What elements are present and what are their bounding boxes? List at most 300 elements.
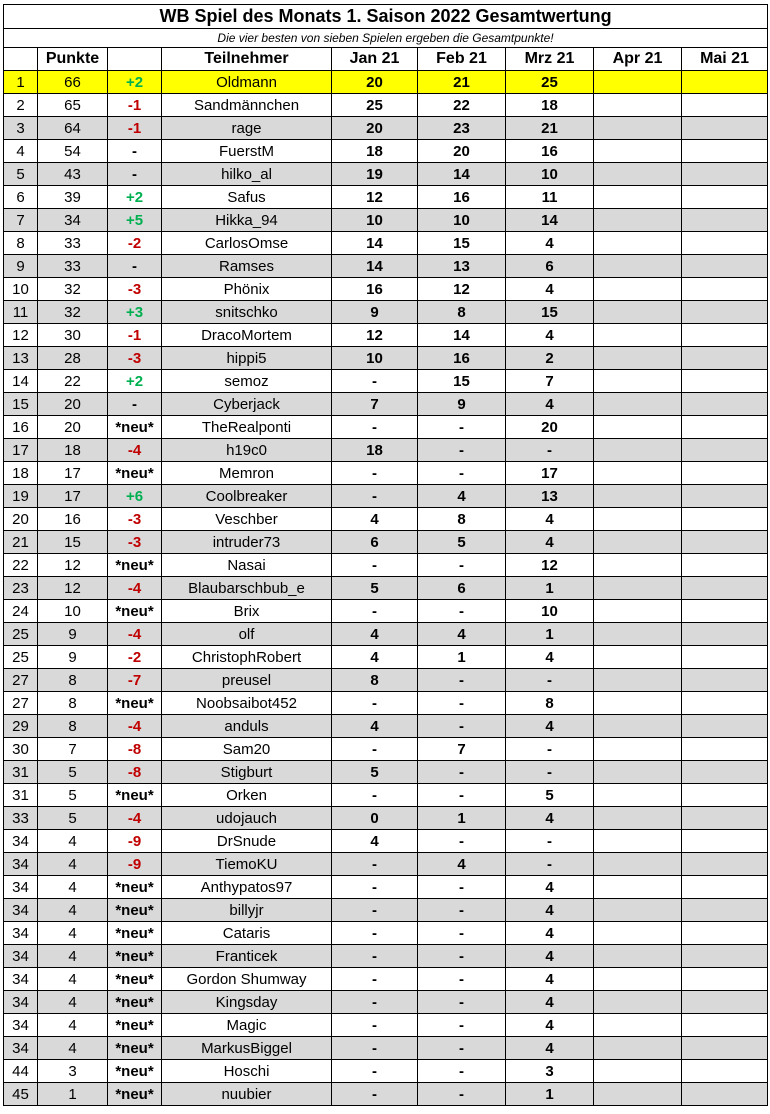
cell-rank: 34: [4, 899, 38, 922]
cell-rank: 11: [4, 301, 38, 324]
cell-feb: -: [418, 462, 506, 485]
cell-feb: -: [418, 554, 506, 577]
cell-name: FuerstM: [162, 140, 332, 163]
cell-change: *neu*: [108, 899, 162, 922]
cell-rank: 4: [4, 140, 38, 163]
cell-mai: [682, 370, 768, 393]
cell-rank: 6: [4, 186, 38, 209]
cell-jan: 16: [332, 278, 418, 301]
cell-mai: [682, 94, 768, 117]
cell-apr: [594, 71, 682, 94]
table-row: [4, 600, 768, 623]
cell-jan: -: [332, 738, 418, 761]
cell-mrz: 4: [506, 715, 594, 738]
cell-jan: -: [332, 600, 418, 623]
cell-mai: [682, 646, 768, 669]
cell-change: *neu*: [108, 1083, 162, 1106]
header-jan: Jan 21: [332, 48, 418, 71]
cell-name: Hikka_94: [162, 209, 332, 232]
cell-mrz: -: [506, 853, 594, 876]
cell-points: 1: [38, 1083, 108, 1106]
cell-jan: 5: [332, 761, 418, 784]
table-row: [4, 255, 768, 278]
cell-points: 32: [38, 301, 108, 324]
cell-change: *neu*: [108, 945, 162, 968]
cell-jan: 10: [332, 209, 418, 232]
cell-rank: 34: [4, 853, 38, 876]
cell-mrz: 4: [506, 968, 594, 991]
cell-change: *neu*: [108, 922, 162, 945]
table-row: [4, 807, 768, 830]
cell-mai: [682, 140, 768, 163]
cell-mai: [682, 439, 768, 462]
cell-jan: -: [332, 968, 418, 991]
cell-mai: [682, 1014, 768, 1037]
cell-jan: 20: [332, 71, 418, 94]
cell-mrz: 8: [506, 692, 594, 715]
cell-jan: -: [332, 1037, 418, 1060]
cell-feb: -: [418, 968, 506, 991]
cell-change: -3: [108, 278, 162, 301]
cell-change: *neu*: [108, 600, 162, 623]
cell-points: 16: [38, 508, 108, 531]
cell-feb: 9: [418, 393, 506, 416]
cell-name: Sam20: [162, 738, 332, 761]
cell-mrz: -: [506, 738, 594, 761]
cell-change: *neu*: [108, 1060, 162, 1083]
cell-points: 39: [38, 186, 108, 209]
cell-jan: 14: [332, 255, 418, 278]
header-apr: Apr 21: [594, 48, 682, 71]
cell-change: +3: [108, 301, 162, 324]
subtitle-row: [4, 29, 768, 48]
cell-mai: [682, 600, 768, 623]
cell-change: -3: [108, 531, 162, 554]
cell-rank: 34: [4, 991, 38, 1014]
cell-rank: 31: [4, 784, 38, 807]
table-row: [4, 554, 768, 577]
cell-rank: 9: [4, 255, 38, 278]
cell-jan: -: [332, 899, 418, 922]
table-row: [4, 117, 768, 140]
cell-apr: [594, 669, 682, 692]
cell-points: 5: [38, 784, 108, 807]
cell-name: Cataris: [162, 922, 332, 945]
cell-change: +2: [108, 370, 162, 393]
cell-feb: 21: [418, 71, 506, 94]
cell-apr: [594, 209, 682, 232]
cell-points: 28: [38, 347, 108, 370]
table-row: [4, 830, 768, 853]
cell-apr: [594, 692, 682, 715]
cell-jan: 20: [332, 117, 418, 140]
cell-mai: [682, 508, 768, 531]
cell-apr: [594, 94, 682, 117]
cell-name: Coolbreaker: [162, 485, 332, 508]
cell-mai: [682, 853, 768, 876]
cell-change: -4: [108, 439, 162, 462]
cell-points: 4: [38, 945, 108, 968]
cell-mrz: 13: [506, 485, 594, 508]
cell-mai: [682, 347, 768, 370]
cell-points: 9: [38, 623, 108, 646]
cell-mai: [682, 1060, 768, 1083]
cell-mai: [682, 669, 768, 692]
table-row: [4, 163, 768, 186]
table-row: [4, 186, 768, 209]
cell-apr: [594, 531, 682, 554]
table-row: [4, 140, 768, 163]
cell-mrz: -: [506, 439, 594, 462]
cell-mrz: 6: [506, 255, 594, 278]
cell-jan: 18: [332, 439, 418, 462]
table-row: [4, 209, 768, 232]
cell-name: Brix: [162, 600, 332, 623]
cell-jan: -: [332, 945, 418, 968]
cell-mai: [682, 117, 768, 140]
cell-rank: 10: [4, 278, 38, 301]
cell-change: *neu*: [108, 991, 162, 1014]
cell-apr: [594, 968, 682, 991]
cell-change: +6: [108, 485, 162, 508]
cell-mai: [682, 462, 768, 485]
cell-name: Safus: [162, 186, 332, 209]
cell-rank: 14: [4, 370, 38, 393]
cell-rank: 34: [4, 922, 38, 945]
cell-mrz: 4: [506, 508, 594, 531]
cell-change: -1: [108, 94, 162, 117]
cell-rank: 34: [4, 876, 38, 899]
cell-mai: [682, 761, 768, 784]
cell-mrz: 2: [506, 347, 594, 370]
cell-jan: 4: [332, 646, 418, 669]
cell-points: 4: [38, 853, 108, 876]
cell-apr: [594, 761, 682, 784]
cell-change: *neu*: [108, 1014, 162, 1037]
cell-apr: [594, 485, 682, 508]
cell-feb: -: [418, 1060, 506, 1083]
cell-apr: [594, 945, 682, 968]
cell-feb: -: [418, 761, 506, 784]
cell-jan: -: [332, 692, 418, 715]
cell-mai: [682, 968, 768, 991]
cell-name: Ramses: [162, 255, 332, 278]
cell-apr: [594, 577, 682, 600]
cell-change: -3: [108, 347, 162, 370]
cell-name: CarlosOmse: [162, 232, 332, 255]
cell-mrz: 1: [506, 623, 594, 646]
cell-points: 4: [38, 876, 108, 899]
cell-mai: [682, 692, 768, 715]
cell-change: -4: [108, 623, 162, 646]
cell-feb: 22: [418, 94, 506, 117]
cell-mai: [682, 807, 768, 830]
table-row: [4, 784, 768, 807]
cell-change: *neu*: [108, 462, 162, 485]
cell-change: -1: [108, 117, 162, 140]
cell-change: -: [108, 393, 162, 416]
table-row: [4, 347, 768, 370]
cell-name: h19c0: [162, 439, 332, 462]
cell-name: Memron: [162, 462, 332, 485]
table-row: [4, 899, 768, 922]
cell-rank: 34: [4, 1014, 38, 1037]
header-mrz: Mrz 21: [506, 48, 594, 71]
cell-mrz: 17: [506, 462, 594, 485]
cell-name: ChristophRobert: [162, 646, 332, 669]
cell-points: 4: [38, 968, 108, 991]
table-row: [4, 991, 768, 1014]
cell-name: DrSnude: [162, 830, 332, 853]
cell-name: Nasai: [162, 554, 332, 577]
table-row: [4, 646, 768, 669]
cell-feb: -: [418, 600, 506, 623]
cell-name: Sandmännchen: [162, 94, 332, 117]
cell-change: -7: [108, 669, 162, 692]
cell-mrz: 7: [506, 370, 594, 393]
cell-feb: 16: [418, 347, 506, 370]
cell-points: 18: [38, 439, 108, 462]
cell-jan: -: [332, 554, 418, 577]
cell-name: MarkusBiggel: [162, 1037, 332, 1060]
cell-name: billyjr: [162, 899, 332, 922]
cell-points: 54: [38, 140, 108, 163]
cell-apr: [594, 462, 682, 485]
cell-feb: -: [418, 1014, 506, 1037]
cell-mrz: 18: [506, 94, 594, 117]
cell-points: 12: [38, 577, 108, 600]
cell-rank: 1: [4, 71, 38, 94]
cell-apr: [594, 347, 682, 370]
table-row: [4, 669, 768, 692]
cell-name: udojauch: [162, 807, 332, 830]
cell-points: 3: [38, 1060, 108, 1083]
cell-name: rage: [162, 117, 332, 140]
cell-points: 43: [38, 163, 108, 186]
cell-jan: 8: [332, 669, 418, 692]
cell-change: *neu*: [108, 692, 162, 715]
cell-name: Noobsaibot452: [162, 692, 332, 715]
cell-mai: [682, 531, 768, 554]
cell-points: 5: [38, 761, 108, 784]
cell-rank: 7: [4, 209, 38, 232]
cell-apr: [594, 255, 682, 278]
table-row: [4, 715, 768, 738]
cell-rank: 3: [4, 117, 38, 140]
cell-jan: -: [332, 922, 418, 945]
cell-name: olf: [162, 623, 332, 646]
cell-name: TheRealponti: [162, 416, 332, 439]
cell-rank: 2: [4, 94, 38, 117]
cell-rank: 21: [4, 531, 38, 554]
cell-jan: 25: [332, 94, 418, 117]
cell-feb: -: [418, 439, 506, 462]
table-row: [4, 485, 768, 508]
cell-points: 17: [38, 485, 108, 508]
cell-rank: 30: [4, 738, 38, 761]
cell-mai: [682, 577, 768, 600]
cell-rank: 20: [4, 508, 38, 531]
cell-apr: [594, 876, 682, 899]
table-title: WB Spiel des Monats 1. Saison 2022 Gesamtwertung: [4, 5, 768, 29]
cell-rank: 33: [4, 807, 38, 830]
cell-name: semoz: [162, 370, 332, 393]
header-change: [108, 48, 162, 71]
cell-mai: [682, 715, 768, 738]
cell-mrz: 15: [506, 301, 594, 324]
cell-rank: 29: [4, 715, 38, 738]
cell-jan: -: [332, 784, 418, 807]
cell-jan: 10: [332, 347, 418, 370]
cell-apr: [594, 1014, 682, 1037]
cell-apr: [594, 1083, 682, 1106]
cell-mai: [682, 209, 768, 232]
cell-feb: 20: [418, 140, 506, 163]
table-row: [4, 1060, 768, 1083]
cell-jan: 12: [332, 324, 418, 347]
cell-feb: -: [418, 991, 506, 1014]
cell-jan: 12: [332, 186, 418, 209]
header-participant: Teilnehmer: [162, 48, 332, 71]
cell-mai: [682, 554, 768, 577]
cell-mrz: 4: [506, 278, 594, 301]
cell-mrz: 14: [506, 209, 594, 232]
cell-mrz: 5: [506, 784, 594, 807]
cell-rank: 5: [4, 163, 38, 186]
cell-change: *neu*: [108, 416, 162, 439]
cell-change: *neu*: [108, 1037, 162, 1060]
cell-feb: -: [418, 945, 506, 968]
cell-points: 32: [38, 278, 108, 301]
cell-rank: 44: [4, 1060, 38, 1083]
cell-jan: -: [332, 1060, 418, 1083]
cell-points: 4: [38, 922, 108, 945]
cell-apr: [594, 393, 682, 416]
cell-apr: [594, 278, 682, 301]
cell-points: 5: [38, 807, 108, 830]
cell-mai: [682, 232, 768, 255]
table-row: [4, 876, 768, 899]
cell-apr: [594, 853, 682, 876]
cell-change: -: [108, 163, 162, 186]
cell-points: 4: [38, 899, 108, 922]
cell-points: 34: [38, 209, 108, 232]
cell-name: intruder73: [162, 531, 332, 554]
table-row: [4, 393, 768, 416]
cell-apr: [594, 301, 682, 324]
cell-name: Phönix: [162, 278, 332, 301]
cell-mrz: 11: [506, 186, 594, 209]
cell-mrz: 4: [506, 393, 594, 416]
cell-apr: [594, 554, 682, 577]
cell-name: Oldmann: [162, 71, 332, 94]
cell-change: -: [108, 255, 162, 278]
cell-rank: 27: [4, 669, 38, 692]
cell-feb: -: [418, 830, 506, 853]
cell-points: 8: [38, 669, 108, 692]
cell-change: -: [108, 140, 162, 163]
cell-mrz: -: [506, 669, 594, 692]
cell-rank: 16: [4, 416, 38, 439]
cell-points: 12: [38, 554, 108, 577]
cell-change: *neu*: [108, 784, 162, 807]
cell-name: Magic: [162, 1014, 332, 1037]
cell-jan: 0: [332, 807, 418, 830]
cell-mrz: 4: [506, 876, 594, 899]
cell-jan: -: [332, 876, 418, 899]
cell-mai: [682, 71, 768, 94]
cell-mrz: 10: [506, 163, 594, 186]
cell-mai: [682, 255, 768, 278]
cell-feb: 6: [418, 577, 506, 600]
cell-name: Veschber: [162, 508, 332, 531]
cell-feb: 13: [418, 255, 506, 278]
table-row: [4, 439, 768, 462]
cell-change: -4: [108, 715, 162, 738]
table-row: [4, 577, 768, 600]
cell-change: -9: [108, 830, 162, 853]
cell-mai: [682, 485, 768, 508]
cell-points: 20: [38, 416, 108, 439]
cell-feb: 14: [418, 163, 506, 186]
cell-change: -4: [108, 807, 162, 830]
cell-mrz: 25: [506, 71, 594, 94]
cell-apr: [594, 1060, 682, 1083]
cell-jan: -: [332, 462, 418, 485]
cell-mai: [682, 876, 768, 899]
cell-points: 22: [38, 370, 108, 393]
cell-feb: 23: [418, 117, 506, 140]
table-row: [4, 761, 768, 784]
cell-mrz: 4: [506, 945, 594, 968]
table-row: [4, 301, 768, 324]
cell-mai: [682, 945, 768, 968]
cell-jan: -: [332, 370, 418, 393]
cell-mrz: 20: [506, 416, 594, 439]
cell-points: 10: [38, 600, 108, 623]
cell-change: -8: [108, 738, 162, 761]
cell-jan: 14: [332, 232, 418, 255]
cell-name: Orken: [162, 784, 332, 807]
cell-apr: [594, 830, 682, 853]
cell-name: preusel: [162, 669, 332, 692]
table-row: [4, 462, 768, 485]
cell-mai: [682, 738, 768, 761]
table-row: [4, 370, 768, 393]
cell-mrz: -: [506, 761, 594, 784]
cell-mai: [682, 623, 768, 646]
cell-feb: 5: [418, 531, 506, 554]
cell-change: +5: [108, 209, 162, 232]
cell-name: Stigburt: [162, 761, 332, 784]
cell-change: -9: [108, 853, 162, 876]
cell-points: 4: [38, 830, 108, 853]
cell-rank: 15: [4, 393, 38, 416]
cell-mrz: 3: [506, 1060, 594, 1083]
cell-rank: 34: [4, 1037, 38, 1060]
cell-feb: 10: [418, 209, 506, 232]
cell-rank: 31: [4, 761, 38, 784]
table-row: [4, 692, 768, 715]
cell-points: 66: [38, 71, 108, 94]
header-feb: Feb 21: [418, 48, 506, 71]
table-row: [4, 71, 768, 94]
cell-points: 64: [38, 117, 108, 140]
cell-jan: -: [332, 485, 418, 508]
table-row: [4, 94, 768, 117]
cell-mrz: 4: [506, 899, 594, 922]
cell-points: 15: [38, 531, 108, 554]
